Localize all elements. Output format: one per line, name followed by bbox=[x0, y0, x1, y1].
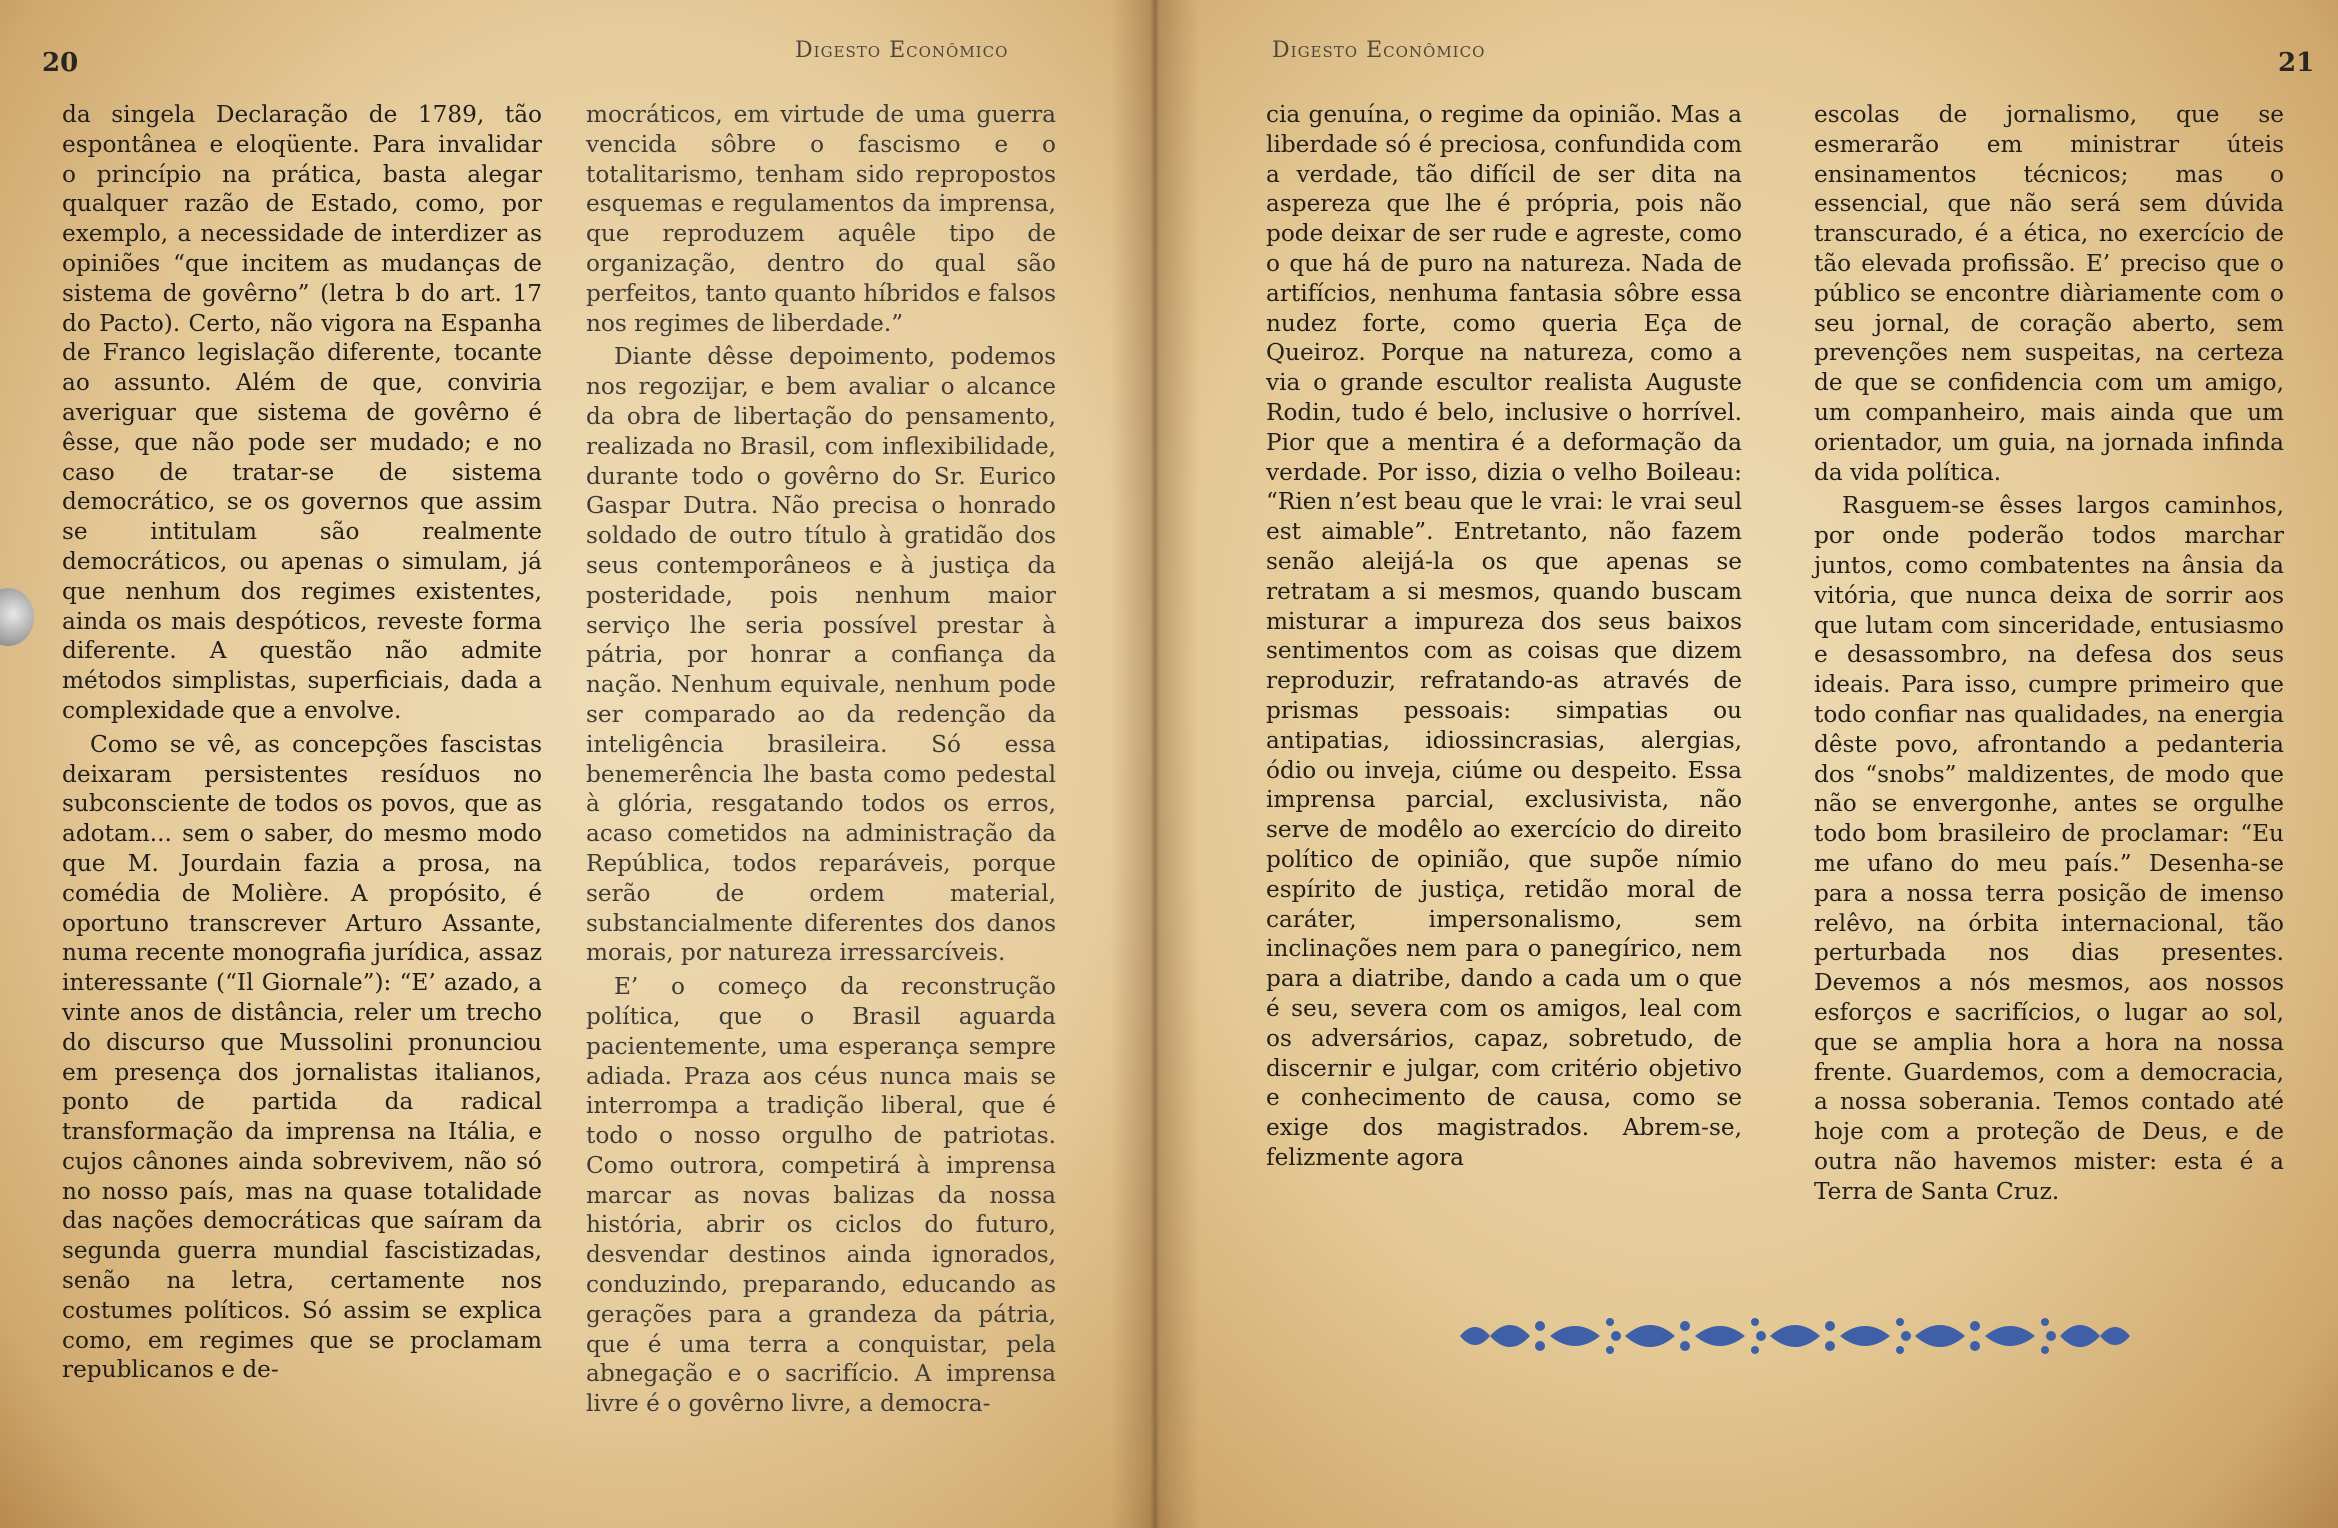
left-column-1 bbox=[62, 100, 542, 1385]
paragraph: cia genuína, o regime da opinião. Mas a liberdade só é preciosa, confundida com a verdade, tão difícil de ser dita na aspereza que lhe é própria, pois não pode deixar de ser rude e agreste, como o que há de puro na natureza. Nada de artifícios, nenhuma fantasia sôbre essa nudez forte, como queria Eça de Queiroz. Porque na natureza, como a via o grande escultor realista Auguste Rodin, tudo é belo, inclusive o horrível. Pior que a mentira é a deformação da verdade. Por isso, dizia o velho Boileau: “Rien n’est beau que le vrai: le vrai seul est aimable”. Entretanto, não fazem senão aleijá-la os que apenas se retratam a si mesmos, quando buscam misturar a impureza dos seus baixos sentimentos com as coisas que dizem reproduzir, refratando-as através de prismas pessoais: simpatias ou antipatias, idiossincrasias, alergias, ódio ou inveja, ciúme ou despeito. Essa imprensa parcial, exclusivista, não serve de modêlo ao exercício do direito político de opinião, que supõe nímio espírito de justiça, retidão moral de caráter, impersonalismo, sem inclinações nem para o panegírico, nem para a diatribe, dando a cada um o que é seu, severa com os amigos, leal com os adversários, capaz, sobretudo, de discernir e julgar, com critério objetivo e conhecimento de causa, como se exige dos magistrados. Abrem-se, felizmente agora bbox=[1266, 101, 1742, 1171]
left-column-2 bbox=[586, 100, 1056, 1419]
page-number-right: 21 bbox=[2278, 48, 2315, 78]
book-gutter bbox=[1110, 0, 1200, 1528]
left-page bbox=[0, 0, 1150, 1528]
right-column-1 bbox=[1266, 100, 1742, 1173]
paragraph: Como se vê, as concepções fascistas deixaram persistentes resíduos no subconsciente de todos os povos, que as adotam... sem o saber, do mesmo modo que M. Jourdain fazia a prosa, na comédia de Molière. A propósito, é oportuno transcrever Arturo Assante, numa recente monografia jurídica, assaz interessante (“Il Giornale”): “E’ azado, a vinte anos de distância, reler um trecho do discurso que Mussolini pronunciou em presença dos jornalistas italianos, ponto de partida da radical transformação da imprensa na Itália, e cujos cânones ainda sobrevivem, não só no nosso país, mas na quase totalidade das nações democráticas que saíram da segunda guerra mundial fascistizadas, senão na letra, certamente nos costumes políticos. Só assim se explica como, em regimes que se proclamam republicanos e de- bbox=[62, 730, 542, 1384]
right-page bbox=[1150, 0, 2338, 1528]
decorative-ornament-icon bbox=[1450, 1312, 2140, 1360]
paragraph: Diante dêsse depoimento, podemos nos regozijar, e bem avaliar o alcance da obra de libertação do pensamento, realizada no Brasil, com inflexibilidade, durante todo o govêrno do Sr. Eurico Gaspar Dutra. Não precisa o honrado soldado de outro título à gratidão dos seus contemporâneos e à justiça da posteridade, pois nenhum maior serviço lhe seria possível prestar à pátria, por honrar a confiança da nação. Nenhum equivale, nenhum pode ser comparado ao da redenção da inteligência brasileira. Só essa benemerência lhe basta como pedestal à glória, resgatando todos os erros, acaso cometidos na administração da República, todos reparáveis, porque serão de ordem material, substancialmente diferentes dos danos morais, por natureza irressarcíveis. bbox=[586, 343, 1056, 967]
paragraph: da singela Declaração de 1789, tão espontânea e eloqüente. Para invalidar o princípio na prática, basta alegar qualquer razão de Estado, como, por exemplo, a necessidade de interdizer as opiniões “que incitem as mudanças de sistema de govêrno” (letra b do art. 17 do Pacto). Certo, não vigora na Espanha de Franco legislação diferente, tocante ao assunto. Além de que, conviria averiguar que sistema de govêrno é êsse, que não pode ser mudado; e no caso de tratar-se de sistema democrático, se os governos que assim se intitulam são realmente democráticos, ou apenas o simulam, já que nenhum dos regimes existentes, ainda os mais despóticos, reveste forma diferente. A questão não admite métodos simplistas, superficiais, dada a complexidade que a envolve. bbox=[62, 101, 542, 724]
running-header-right: Digesto Econômico bbox=[1272, 38, 1486, 63]
paragraph: escolas de jornalismo, que se esmerarão em ministrar úteis ensinamentos técnicos; mas o essencial, que não será sem dúvida transcurado, é a ética, no exercício de tão elevada profissão. E’ preciso que o público se encontre diàriamente com o seu jornal, de coração aberto, sem prevenções nem suspeitas, na certeza de que se confidencia com um amigo, um companheiro, mais ainda que um orientador, um guia, na jornada infinda da vida política. bbox=[1814, 101, 2284, 486]
running-header-left: Digesto Econômico bbox=[795, 38, 1009, 63]
paragraph: mocráticos, em virtude de uma guerra vencida sôbre o fascismo e o totalitarismo, tenham sido repropostos esquemas e regulamentos da imprensa, que reproduzem aquêle tipo de organização, dentro do qual são perfeitos, tanto quanto híbridos e falsos nos regimes de liberdade.” bbox=[586, 101, 1056, 337]
paragraph: Rasguem-se êsses largos caminhos, por onde poderão todos marchar juntos, como combatentes na ânsia da vitória, que nunca deixa de sorrir aos que lutam com sinceridade, entusiasmo e desassombro, na defesa dos seus ideais. Para isso, cumpre primeiro que todo confiar nas qualidades, na energia dêste povo, afrontando a pedanteria dos “snobs” maldizentes, de modo que não se envergonhe, antes se orgulhe todo bom brasileiro de proclamar: “Eu me ufano do meu país.” Desenha-se para a nossa terra posição de imenso relêvo, na órbita internacional, tão perturbada nos dias presentes. Devemos a nós mesmos, aos nossos esforços e sacrifícios, o lugar ao sol, que se amplia hora a hora na nossa frente. Guardemos, com a democracia, a nossa soberania. Temos contado até hoje com a proteção de Deus, e de outra não havemos mister: esta é a Terra de Santa Cruz. bbox=[1814, 492, 2284, 1205]
right-column-2 bbox=[1814, 100, 2284, 1206]
paragraph: E’ o começo da reconstrução política, que o Brasil aguarda pacientemente, uma esperança sempre adiada. Praza aos céus nunca mais se interrompa a tradição liberal, que é todo o nosso orgulho de patriotas. Como outrora, competirá à imprensa marcar as novas balizas da nossa história, abrir os ciclos do futuro, desvendar destinos ainda ignorados, conduzindo, preparando, educando as gerações para a grandeza da pátria, que é uma terra a conquistar, pela abnegação e o sacrifício. A imprensa livre é o govêrno livre, a democra- bbox=[586, 973, 1056, 1418]
page-number-left: 20 bbox=[42, 48, 79, 78]
metal-clip bbox=[0, 588, 34, 646]
